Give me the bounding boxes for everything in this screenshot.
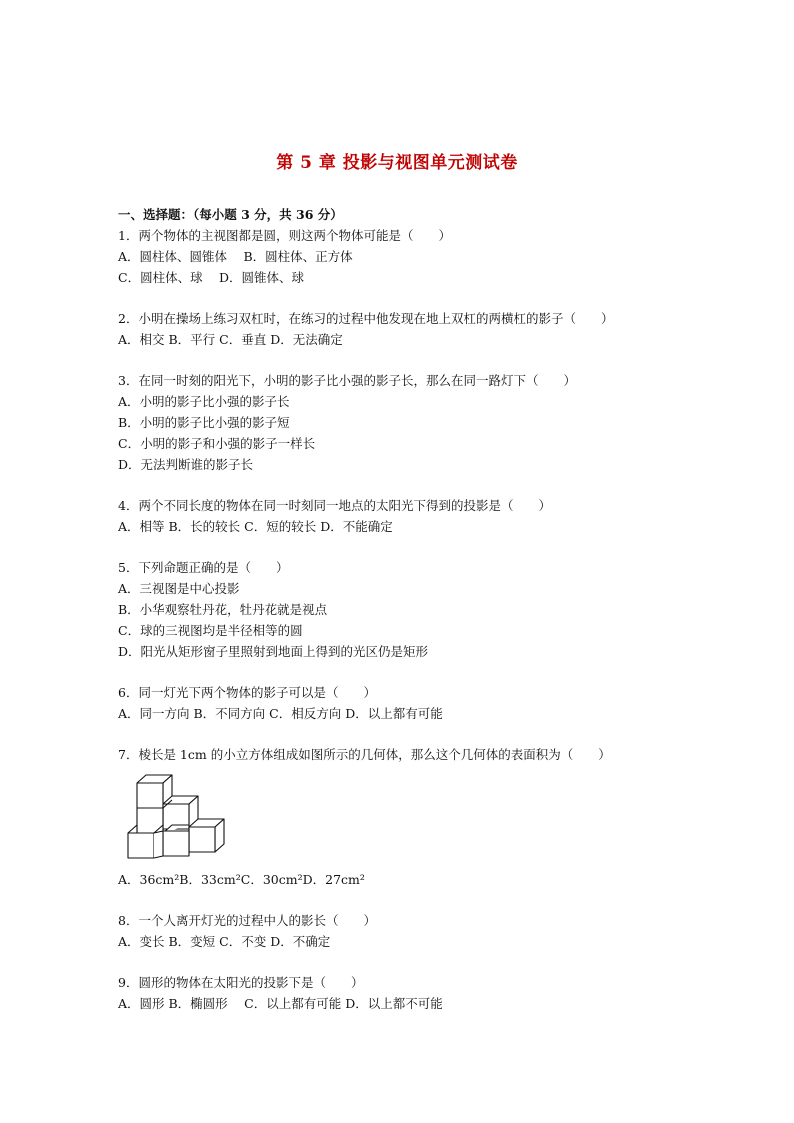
question-option: A．相等 B．长的较长 C．短的较长 D．不能确定	[118, 519, 393, 534]
question-option: D．无法判断谁的影子长	[118, 457, 254, 472]
question-stem: 1．两个物体的主视图都是圆，则这两个物体可能是（ ）	[118, 228, 451, 243]
question-stem: 3．在同一时刻的阳光下，小明的影子比小强的影子长，那么在同一路灯下（ ）	[118, 373, 576, 388]
question-stem: 9．圆形的物体在太阳光的投影下是（ ）	[118, 975, 364, 990]
cube-stack-figure	[118, 765, 698, 869]
page-title: 第 5 章 投影与视图单元测试卷	[276, 153, 518, 173]
question-option: D．阳光从矩形窗子里照射到地面上得到的光区仍是矩形	[118, 644, 429, 659]
question-option: C．圆柱体、球 D．圆锥体、球	[118, 270, 305, 285]
question-8	[118, 910, 698, 952]
question-option: A．圆形 B．椭圆形 C．以上都有可能 D．以上都不可能	[118, 996, 443, 1011]
question-option: A．三视图是中心投影	[118, 581, 240, 596]
question-1	[118, 225, 698, 288]
question-4	[118, 495, 698, 537]
question-option: C．球的三视图均是半径相等的圆	[118, 623, 303, 638]
question-stem: 8．一个人离开灯光的过程中人的影长（ ）	[118, 913, 376, 928]
question-3	[118, 370, 698, 475]
question-stem: 5．下列命题正确的是（ ）	[118, 560, 289, 575]
question-2	[118, 308, 698, 350]
question-list	[118, 204, 698, 1014]
question-option: A．36cm²B．33cm²C．30cm²D．27cm²	[118, 872, 365, 887]
section-heading: 一、选择题：（每小题 3 分，共 36 分）	[118, 207, 343, 222]
cube-bottom-right	[189, 819, 224, 852]
question-7	[118, 744, 698, 890]
question-stem: 4．两个不同长度的物体在同一时刻同一地点的太阳光下得到的投影是（ ）	[118, 498, 551, 513]
question-option: C．小明的影子和小强的影子一样长	[118, 436, 316, 451]
question-stem: 2．小明在操场上练习双杠时，在练习的过程中他发现在地上双杠的两横杠的影子（ ）	[118, 311, 614, 326]
question-option: A．变长 B．变短 C．不变 D．不确定	[118, 934, 331, 949]
question-option: A．同一方向 B．不同方向 C．相反方向 D．以上都有可能	[118, 706, 443, 721]
question-5	[118, 557, 698, 662]
question-stem: 6．同一灯光下两个物体的影子可以是（ ）	[118, 685, 376, 700]
question-option: B．小明的影子比小强的影子短	[118, 415, 290, 430]
question-option: A．圆柱体、圆锥体 B．圆柱体、正方体	[118, 249, 353, 264]
question-option: A．小明的影子比小强的影子长	[118, 394, 290, 409]
question-stem: 7．棱长是 1cm 的小立方体组成如图所示的几何体，那么这个几何体的表面积为（ ）	[118, 747, 611, 762]
question-option: A．相交 B．平行 C．垂直 D．无法确定	[118, 332, 343, 347]
question-6	[118, 682, 698, 724]
question-option: B．小华观察牡丹花，牡丹花就是视点	[118, 602, 328, 617]
cube-stack-diagram	[120, 769, 230, 865]
cube-bottom-middle	[163, 825, 189, 856]
question-9	[118, 972, 698, 1014]
